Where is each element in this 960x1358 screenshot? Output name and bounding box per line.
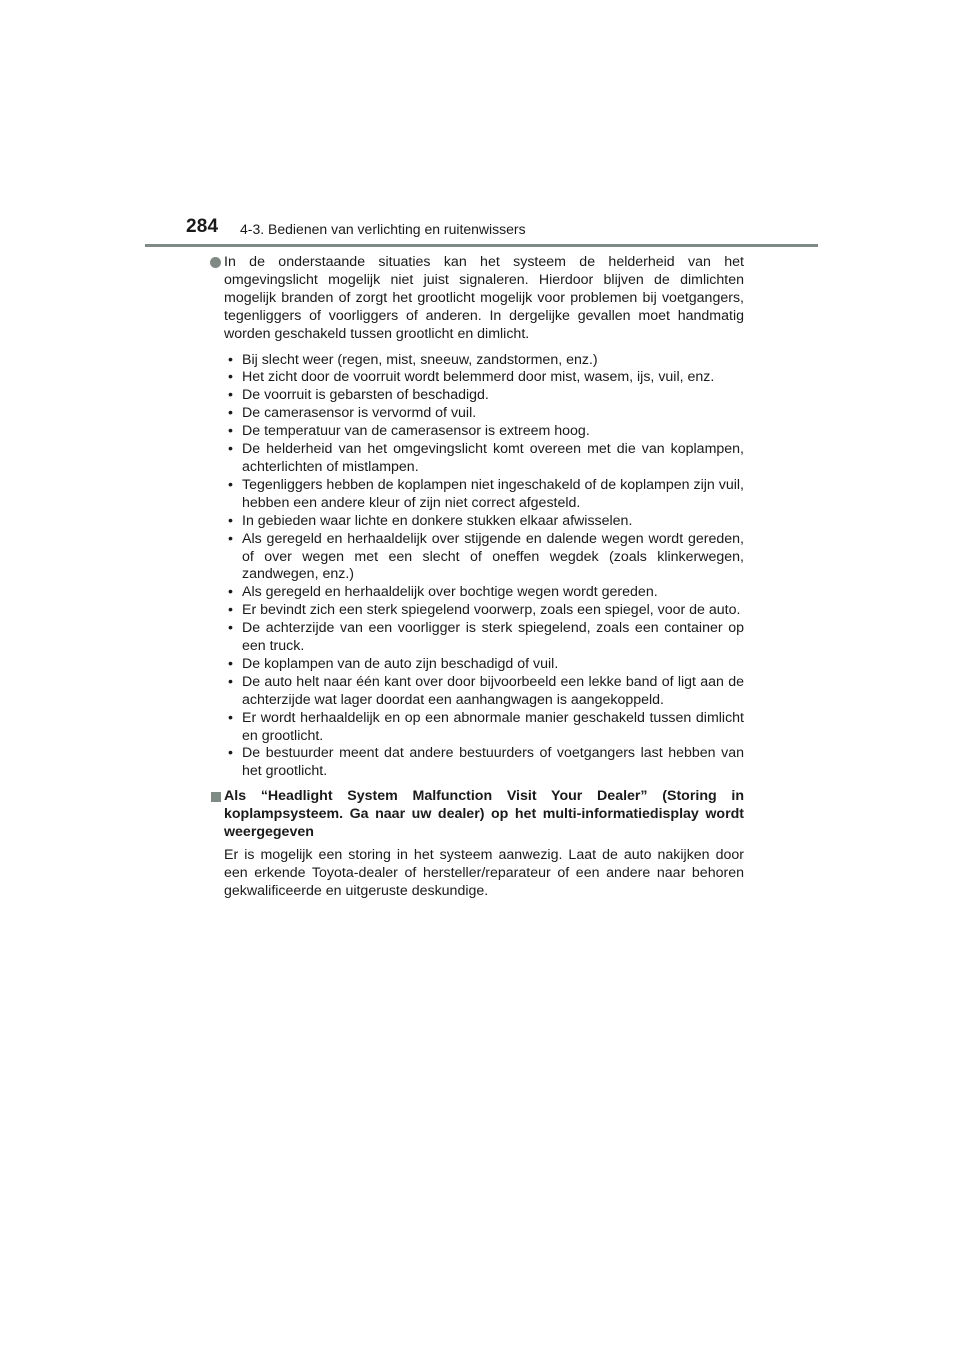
list-item-text: De koplampen van de auto zijn beschadigd of vuil. <box>242 655 559 672</box>
main-content <box>224 254 744 901</box>
bullet-dot-icon: • <box>228 673 233 690</box>
bullet-dot-icon: • <box>228 476 233 493</box>
list-item-text: Bij slecht weer (regen, mist, sneeuw, zandstormen, enz.) <box>242 351 598 368</box>
list-item-text: Tegenliggers hebben de koplampen niet ingeschakeld of de koplampen zijn vuil, hebben een andere kleur of zijn niet correct afgesteld. <box>242 476 744 511</box>
header-divider <box>145 244 818 247</box>
bullet-dot-icon: • <box>228 584 233 601</box>
bullet-dot-icon: • <box>228 441 233 458</box>
list-item-text: Als geregeld en herhaaldelijk over bochtige wegen wordt gereden. <box>242 584 658 601</box>
list-item-text: In gebieden waar lichte en donkere stukken elkaar afwisselen. <box>242 512 633 529</box>
list-item <box>224 584 744 602</box>
page-header <box>186 216 818 246</box>
intro-text: In de onderstaande situaties kan het systeem de helderheid van het omgevingslicht mogelijk niet juist signaleren. Hierdoor blijven de dimlichten mogelijk branden of zorgt het grootlicht mogelijk voor problemen bij voetgangers, tegenliggers of voorliggers of anderen. In dergelijke gevallen moet handmatig worden geschakeld tussen grootlicht en dimlicht. <box>224 254 744 342</box>
bullet-dot-icon: • <box>228 530 233 547</box>
list-item-text: De helderheid van het omgevingslicht komt overeen met die van koplampen, achterlichten of mistlampen. <box>242 441 744 475</box>
list-item-text: Het zicht door de voorruit wordt belemmerd door mist, wasem, ijs, vuil, enz. <box>242 369 715 386</box>
list-item <box>224 513 744 531</box>
bullet-dot-icon: • <box>228 512 233 529</box>
list-item <box>224 477 744 513</box>
list-item-text: Als geregeld en herhaaldelijk over stijgende en dalende wegen wordt gereden, of over wegen met een slecht of oneffen wegdek (zoals klinkerwegen, zandwegen, enz.) <box>242 530 744 583</box>
list-item-text: Er bevindt zich een sterk spiegelend voorwerp, zoals een spiegel, voor de auto. <box>242 602 741 619</box>
bullet-dot-icon: • <box>228 351 233 368</box>
malfunction-heading: Als “Headlight System Malfunction Visit Your Dealer” (Storing in koplampsysteem. Ga naar uw dealer) op het multi-informatiedisplay wordt weergegeven <box>224 788 744 841</box>
bullet-dot-icon: • <box>228 655 233 672</box>
square-bullet-icon <box>211 792 221 802</box>
list-item <box>224 387 744 405</box>
bullet-dot-icon: • <box>228 369 233 386</box>
bullet-dot-icon: • <box>228 745 233 762</box>
list-item <box>224 620 744 656</box>
list-item <box>224 441 744 477</box>
list-item-text: Er wordt herhaaldelijk en op een abnormale manier geschakeld tussen dimlicht en grootlicht. <box>242 709 744 744</box>
circle-bullet-icon <box>210 257 221 268</box>
list-item <box>224 352 744 370</box>
list-item-text: De voorruit is gebarsten of beschadigd. <box>242 387 489 404</box>
list-item-text: De temperatuur van de camerasensor is extreem hoog. <box>242 423 590 440</box>
section-title: 4-3. Bedienen van verlichting en ruitenwissers <box>240 221 526 237</box>
bullet-dot-icon: • <box>228 602 233 619</box>
list-item-text: De auto helt naar één kant over door bijvoorbeeld een lekke band of ligt aan de achterzijde wat lager doordat een aanhangwagen is aangekoppeld. <box>242 673 744 708</box>
page-number: 284 <box>186 216 219 237</box>
bullet-dot-icon: • <box>228 423 233 440</box>
bullet-dot-icon: • <box>228 620 233 637</box>
malfunction-section <box>224 788 744 900</box>
bullet-dot-icon: • <box>228 405 233 422</box>
malfunction-body: Er is mogelijk een storing in het systeem aanwezig. Laat de auto nakijken door een erkende Toyota-dealer of hersteller/reparateur of een andere naar behoren gekwalificeerde en uitgeruste deskundige. <box>224 847 744 899</box>
bullet-dot-icon: • <box>228 709 233 726</box>
list-item-text: De camerasensor is vervormd of vuil. <box>242 405 477 422</box>
list-item <box>224 602 744 620</box>
list-item <box>224 745 744 781</box>
list-item-text: De bestuurder meent dat andere bestuurders of voetgangers last hebben van het grootlicht. <box>242 745 744 780</box>
list-item-text: De achterzijde van een voorligger is sterk spiegelend, zoals een container op een truck. <box>242 620 744 655</box>
list-item <box>224 674 744 710</box>
situations-list <box>224 352 744 782</box>
list-item <box>224 369 744 387</box>
list-item <box>224 656 744 674</box>
list-item <box>224 405 744 423</box>
list-item <box>224 710 744 746</box>
list-item <box>224 531 744 585</box>
intro-paragraph <box>224 254 744 344</box>
list-item <box>224 423 744 441</box>
bullet-dot-icon: • <box>228 387 233 404</box>
